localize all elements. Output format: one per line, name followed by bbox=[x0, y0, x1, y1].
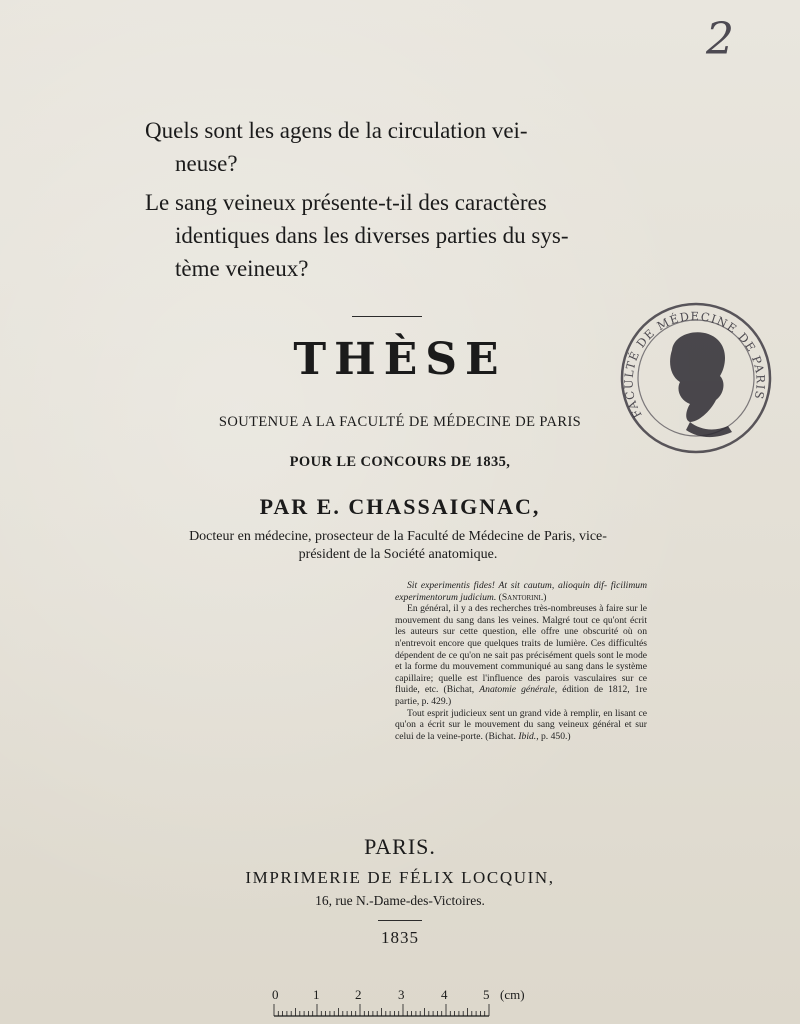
ruler-label-4: 4 bbox=[441, 987, 448, 1002]
question-2 bbox=[145, 186, 665, 285]
imprint-city: PARIS. bbox=[364, 834, 436, 859]
question-2-line-3: tème veineux? bbox=[175, 256, 309, 281]
epigraph-para2-page: , p. 450.) bbox=[536, 730, 571, 742]
question-1-line-1: Quels sont les agens de la circulation vei- bbox=[145, 118, 528, 143]
ruler-ticks bbox=[274, 1004, 489, 1016]
library-stamp bbox=[614, 290, 774, 460]
ruler-label-1: 1 bbox=[313, 987, 320, 1002]
ruler-label-0: 0 bbox=[272, 987, 279, 1002]
stamp-text: FACULTÉ DE MÉDECINE DE PARIS bbox=[621, 309, 768, 421]
imprint-address: 16, rue N.-Dame-des-Victoires. bbox=[315, 893, 485, 908]
epigraph-latin-source: (Santorini.) bbox=[498, 591, 547, 603]
epigraph-paragraph-1 bbox=[395, 603, 647, 707]
epigraph-para1-work: Anatomie générale bbox=[479, 684, 555, 696]
question-2-line-1: Le sang veineux présente-t-il des caractères bbox=[145, 190, 547, 215]
subtitle-concours: POUR LE CONCOURS DE 1835, bbox=[289, 454, 511, 470]
epigraph-paragraph-2 bbox=[395, 708, 647, 743]
author-description-line-2: président de la Société anatomique. bbox=[298, 547, 498, 562]
author-description bbox=[148, 528, 648, 564]
author-name: PAR E. CHASSAIGNAC, bbox=[259, 494, 541, 519]
epigraph bbox=[395, 580, 647, 742]
cm-scale-ruler bbox=[268, 986, 528, 1020]
imprint-rule bbox=[378, 920, 422, 921]
question-1-line-2: neuse? bbox=[175, 151, 238, 176]
question-2-line-2: identiques dans les diverses parties du sys- bbox=[175, 223, 569, 248]
epigraph-para1-edition: , édition de 1812, 1re partie, p. 429.) bbox=[395, 684, 648, 707]
ruler-unit: (cm) bbox=[500, 987, 525, 1002]
epigraph-para2-text: Tout esprit judicieux sent un grand vide à remplir, en lisant ce qu'on a écrit sur le mouvement du sang veineux général et sur celui de la veine-porte. (Bichat. bbox=[395, 707, 647, 742]
epigraph-latin bbox=[395, 580, 647, 603]
imprint-printer: IMPRIMERIE DE FÉLIX LOCQUIN, bbox=[245, 868, 555, 887]
epigraph-para1-text: En général, il y a des recherches très-nombreuses à faire sur le mouvement du sang dans les veines. Malgré tout ce qu'ont écrit les auteurs sur cette question, elle offre une obscurité où on n'entrevoit encore que quelques traits de lumière. Ces difficultés dépendent de ce qu'on ne sait pas précisément quels sont le mode et la forme du mouvement communiqué au sang dans le système capillaire; quelle est l'influence des parois vasculaires sur ce fluide, etc. (Bichat, bbox=[395, 603, 647, 696]
ruler-label-2: 2 bbox=[355, 987, 362, 1002]
thesis-title: THÈSE bbox=[293, 334, 507, 385]
ruler-label-3: 3 bbox=[398, 987, 405, 1002]
subtitle-faculty: SOUTENUE A LA FACULTÉ DE MÉDECINE DE PARIS bbox=[218, 414, 582, 430]
ruler-label-5: 5 bbox=[483, 987, 490, 1002]
title-rule bbox=[352, 316, 422, 317]
epigraph-latin-text: Sit experimentis fides! At sit cautum, alioquin dif- ficilimum experimentorum judicium. bbox=[395, 580, 647, 603]
portrait-icon bbox=[670, 332, 732, 437]
folio-number: 2 bbox=[706, 14, 734, 65]
epigraph-para2-work: Ibid. bbox=[518, 730, 537, 742]
author-description-line-1: Docteur en médecine, prosecteur de la Faculté de Médecine de Paris, vice- bbox=[189, 529, 607, 544]
question-1 bbox=[145, 114, 665, 180]
imprint-year: 1835 bbox=[381, 928, 419, 947]
